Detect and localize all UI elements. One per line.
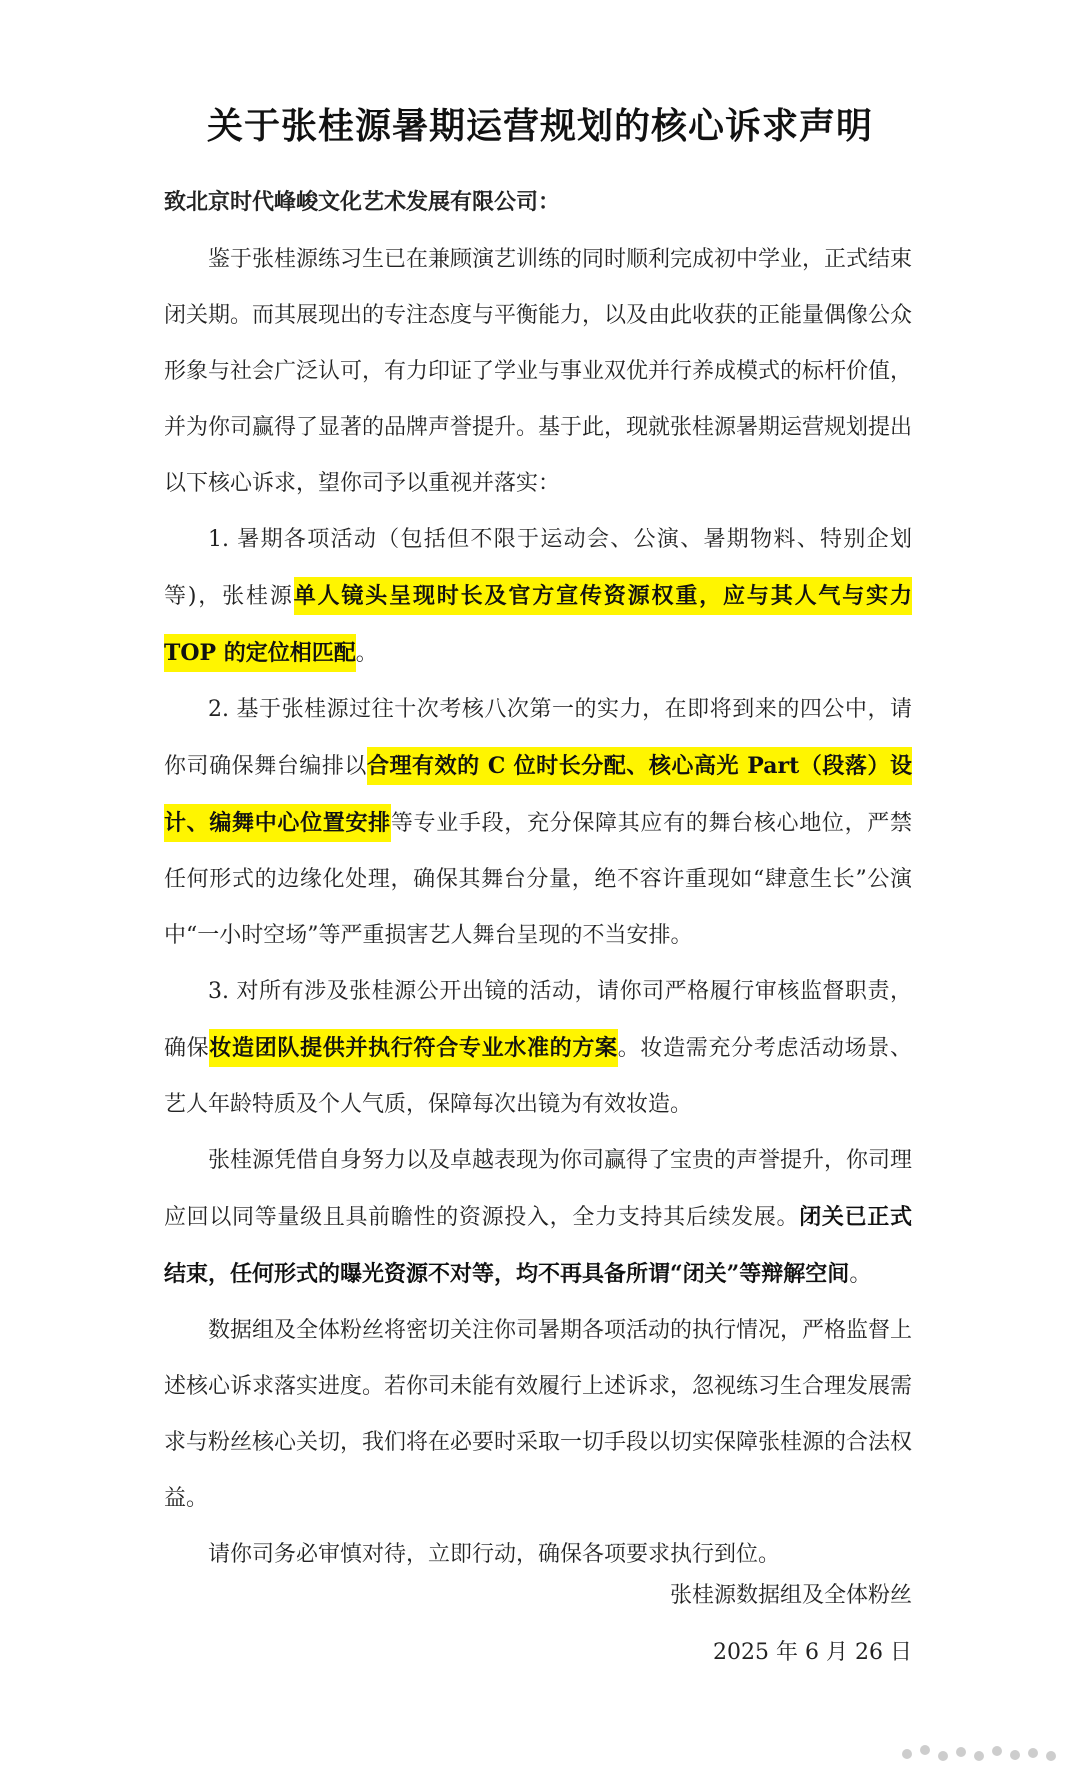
demand-item-2-tail: 等专业手段，充分保障其应有的舞台核心地位，严禁任何形式的边缘化处理，确保其舞台分量，绝不容许重现如“肆意生长”公演中“一小时空场”等严重损害艺人舞台呈现的不当安排。 xyxy=(164,811,912,948)
demand-item-3-tail: 。妆造需充分考虑活动场景、艺人年龄特质及个人气质，保障每次出镜为有效妆造。 xyxy=(164,1036,912,1117)
demand-item-2 xyxy=(164,682,912,964)
demand-item-3-text: 3. 对所有涉及张桂源公开出镜的活动，请你司严格履行审核监督职责，确保 xyxy=(164,979,912,1061)
demand-item-2-text: 2. 基于张桂源过往十次考核八次第一的实力，在即将到来的四公中，请你司确保舞台编排以 xyxy=(164,697,912,779)
watermark-icon xyxy=(892,1729,1072,1769)
demand-item-1-tail: 。 xyxy=(355,641,378,666)
closing-paragraph-1-bold: 闭关已正式结束，任何形式的曝光资源不对等，均不再具备所谓“闭关”等辩解空间 xyxy=(164,1204,912,1287)
closing-paragraph-2: 数据组及全体粉丝将密切关注你司暑期各项活动的执行情况，严格监督上述核心诉求落实进度。若你司未能有效履行上述诉求，忽视练习生合理发展需求与粉丝核心关切，我们将在必要时采取一切手段以切实保障张桂源的合法权益。 xyxy=(164,1318,913,1511)
closing-paragraph-1-text: 张桂源凭借自身努力以及卓越表现为你司赢得了宝贵的声誉提升，你司理应回以同等量级且具前瞻性的资源投入，全力支持其后续发展。 xyxy=(164,1148,913,1230)
demand-item-3-highlight: 妆造团队提供并执行符合专业水准的方案 xyxy=(209,1029,617,1067)
salutation: 致北京时代峰峻文化艺术发展有限公司： xyxy=(164,189,561,215)
closing-paragraph-1-tail: 。 xyxy=(849,1262,872,1287)
signature: 张桂源数据组及全体粉丝 xyxy=(669,1583,912,1608)
demand-item-1-highlight: 单人镜头呈现时长及官方宣传资源权重，应与其人气与实力 TOP 的定位相匹配 xyxy=(164,577,912,672)
closing-paragraph-3: 请你司务必审慎对待，立即行动，确保各项要求执行到位。 xyxy=(208,1542,781,1567)
document-date: 2025 年 6 月 26 日 xyxy=(713,1640,912,1665)
document-title: 关于张桂源暑期运营规划的核心诉求声明 xyxy=(206,105,873,147)
demand-item-1 xyxy=(164,512,912,682)
closing-paragraph-1 xyxy=(164,1133,912,1303)
demand-item-2-highlight: 合理有效的 C 位时长分配、核心高光 Part（段落）设计、编舞中心位置安排 xyxy=(164,747,912,842)
document-body xyxy=(164,170,912,1583)
demand-item-3 xyxy=(164,964,912,1133)
intro-paragraph: 鉴于张桂源练习生已在兼顾演艺训练的同时顺利完成初中学业，正式结束闭关期。而其展现出的专注态度与平衡能力，以及由此收获的正能量偶像公众形象与社会广泛认可，有力印证了学业与事业双优并行养成模式的标杆价值，并为你司赢得了显著的品牌声誉提升。基于此，现就张桂源暑期运营规划提出以下核心诉求，望你司予以重视并落实： xyxy=(164,247,913,496)
demand-item-1-text: 1. 暑期各项活动（包括但不限于运动会、公演、暑期物料、特别企划等)，张桂源 xyxy=(164,527,912,609)
